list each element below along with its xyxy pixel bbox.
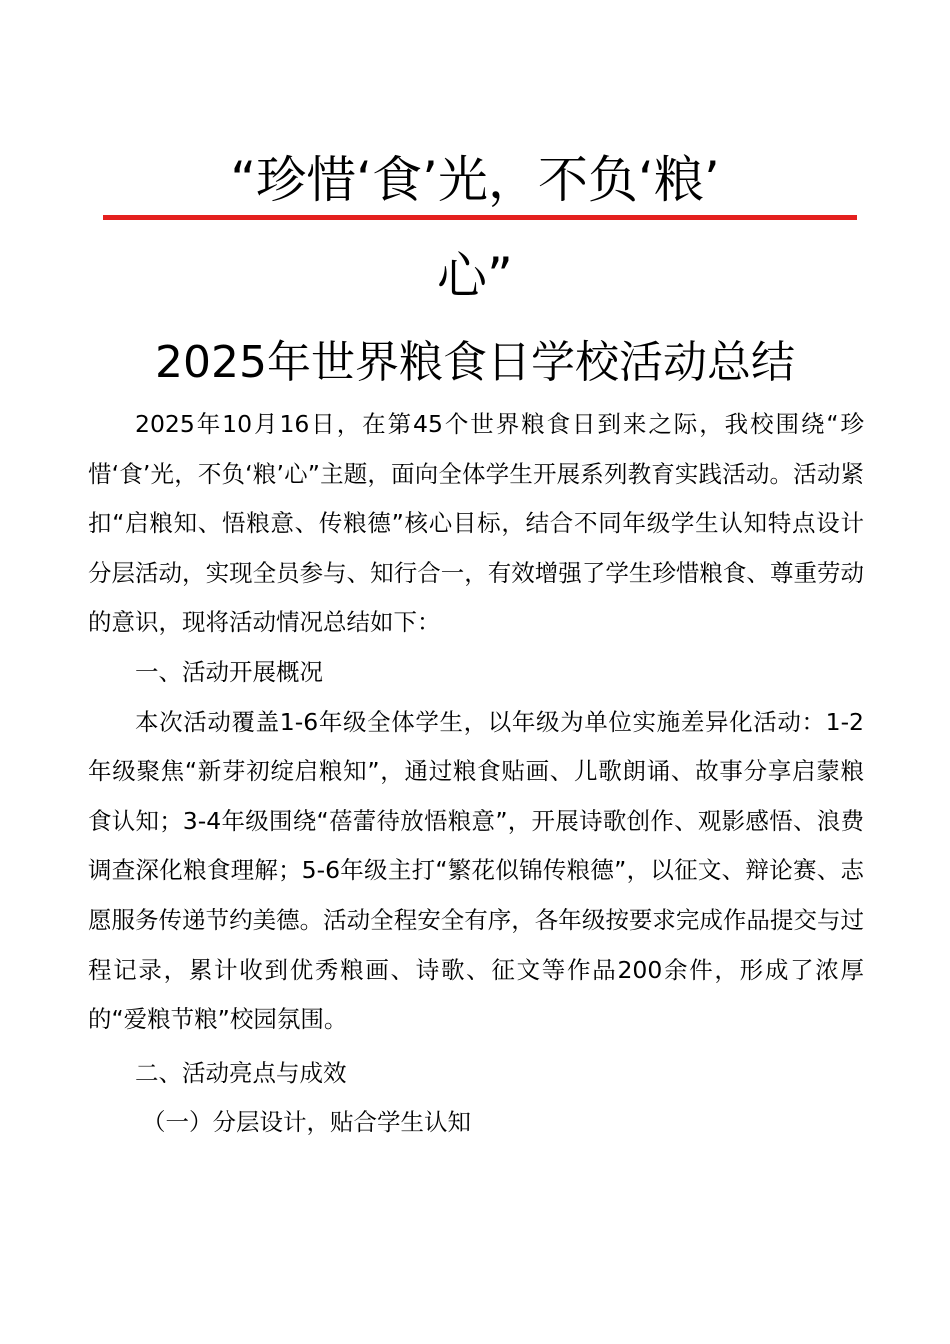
subsection-heading-layered-design: （一）分层设计，贴合学生认知 (142, 1108, 472, 1137)
document-title-line-1: “珍惜‘食’光，不负‘粮’ (230, 151, 720, 209)
document-body (88, 400, 864, 1148)
document-title-line-2: 心” (437, 247, 513, 305)
document-subtitle: 2025年世界粮食日学校活动总结 (155, 337, 795, 388)
overview-paragraph: 本次活动覆盖1-6年级全体学生，以年级为单位实施差异化活动：1-2年级聚焦“新芽初绽启粮知”，通过粮食贴画、儿歌朗诵、故事分享启蒙粮食认知；3-4年级围绕“蓓蕾待放悟粮意”，开展诗歌创作、观影感悟、浪费调查深化粮食理解；5-6年级主打“繁花似锦传粮德”，以征文、辩论赛、志愿服务传递节约美德。活动全程安全有序，各年级按要求完成作品提交与过程记录，累计收到优秀粮画、诗歌、征文等作品200余件，形成了浓厚的“爱粮节粮”校园氛围。 (88, 707, 864, 1034)
title-red-divider (103, 215, 857, 220)
section-heading-overview: 一、活动开展概况 (135, 657, 323, 686)
intro-paragraph: 2025年10月16日，在第45个世界粮食日到来之际，我校围绕“珍惜‘食’光，不负‘粮’心”主题，面向全体学生开展系列教育实践活动。活动紧扣“启粮知、悟粮意、传粮德”核心目标，结合不同年级学生认知特点设计分层活动，实现全员参与、知行合一，有效增强了学生珍惜粮食、尊重劳动的意识，现将活动情况总结如下： (88, 410, 864, 637)
section-heading-highlights: 二、活动亮点与成效 (135, 1058, 347, 1087)
